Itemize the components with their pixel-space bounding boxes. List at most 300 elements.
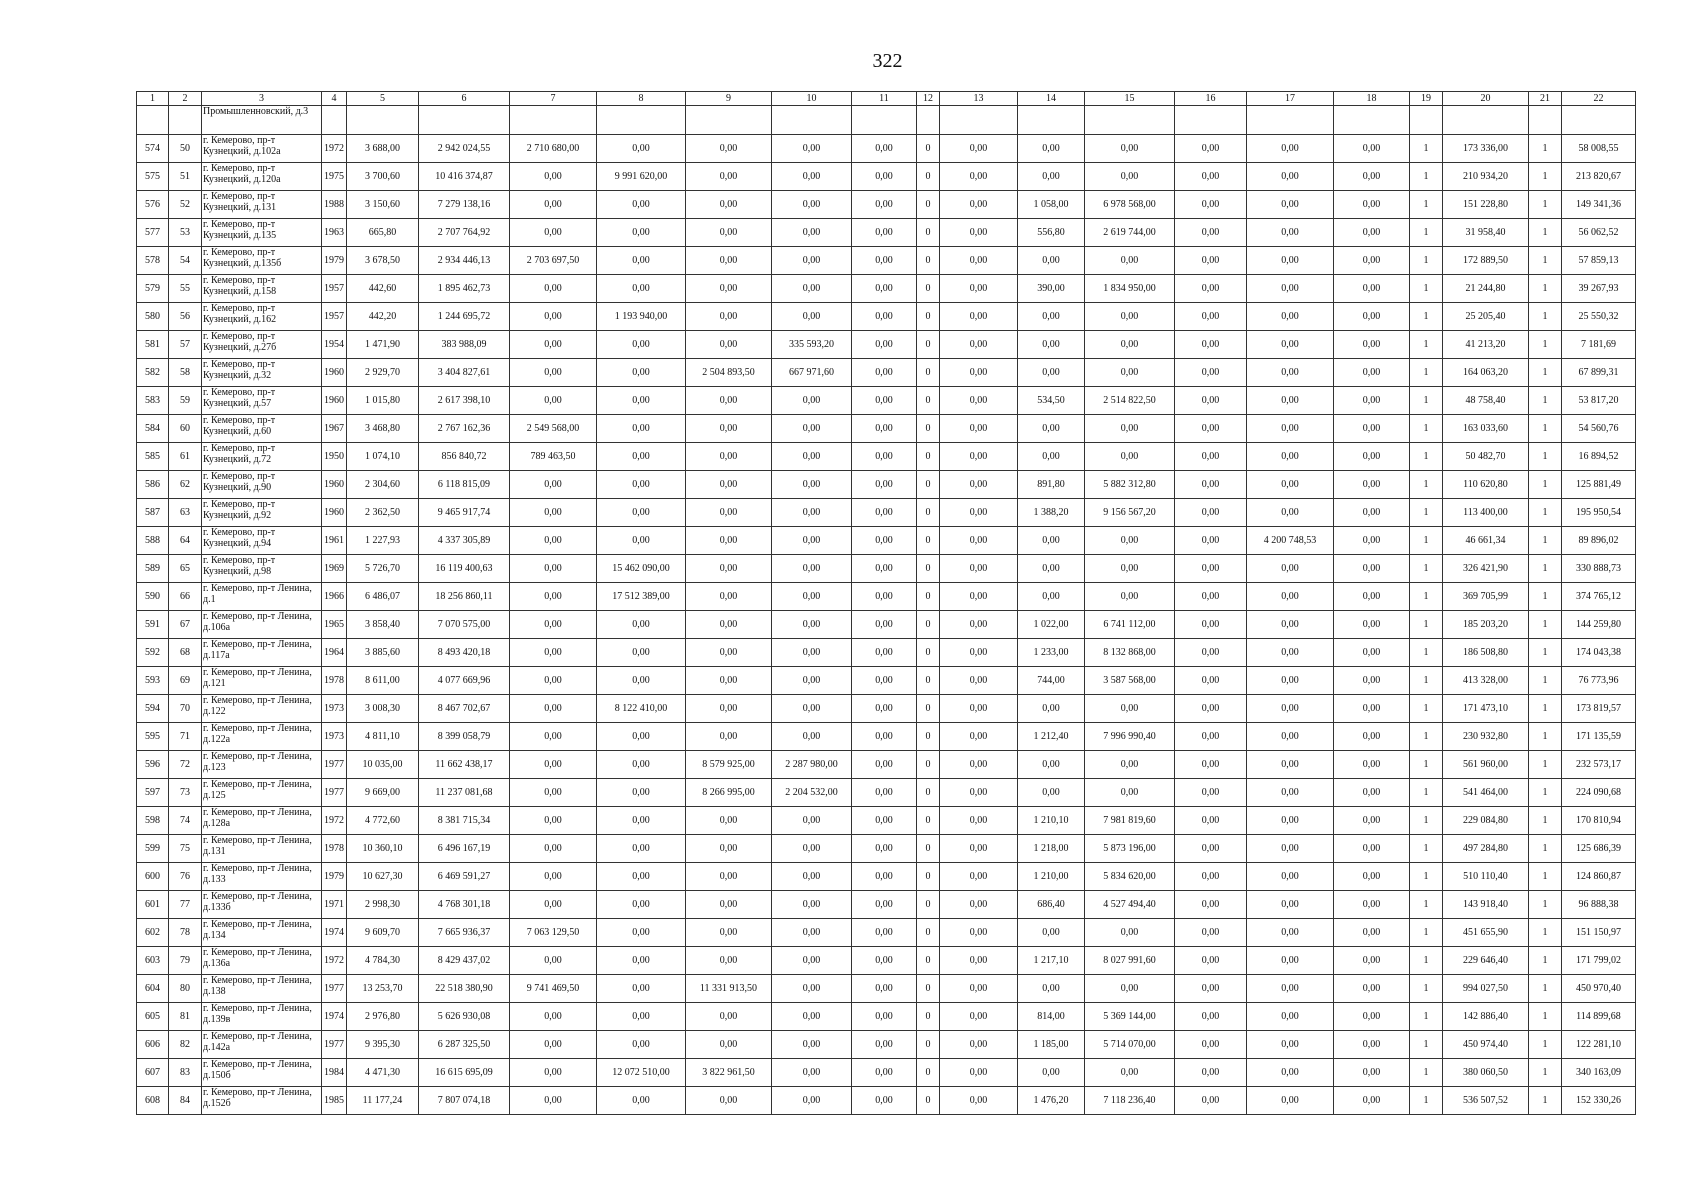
table-cell: 0,00 bbox=[1175, 303, 1247, 331]
table-cell: 0,00 bbox=[772, 275, 852, 303]
table-cell: 594 bbox=[137, 695, 169, 723]
table-cell: 0,00 bbox=[940, 891, 1018, 919]
table-cell: 7 981 819,60 bbox=[1085, 807, 1175, 835]
table-cell: 1 bbox=[1529, 443, 1562, 471]
table-cell: 541 464,00 bbox=[1443, 779, 1529, 807]
table-cell: 0,00 bbox=[772, 835, 852, 863]
table-cell: 0,00 bbox=[1175, 891, 1247, 919]
address-cell: г. Кемерово, пр-т Ленина, д.131 bbox=[202, 835, 322, 863]
table-cell: 0,00 bbox=[686, 667, 772, 695]
table-cell: 0 bbox=[917, 359, 940, 387]
address-cell: г. Кемерово, пр-т Ленина, д.138 bbox=[202, 975, 322, 1003]
table-cell: 224 090,68 bbox=[1562, 779, 1636, 807]
table-row bbox=[137, 975, 1636, 1003]
table-cell: 0,00 bbox=[852, 303, 917, 331]
table-cell: 0,00 bbox=[510, 191, 597, 219]
table-cell: 7 070 575,00 bbox=[419, 611, 510, 639]
table-cell: 744,00 bbox=[1018, 667, 1085, 695]
table-cell: 2 767 162,36 bbox=[419, 415, 510, 443]
table-cell: 124 860,87 bbox=[1562, 863, 1636, 891]
column-header: 10 bbox=[772, 92, 852, 106]
table-cell: 0,00 bbox=[1175, 667, 1247, 695]
table-cell: 0,00 bbox=[686, 163, 772, 191]
table-cell: 80 bbox=[169, 975, 202, 1003]
table-cell: 0,00 bbox=[1247, 191, 1334, 219]
table-cell: 0 bbox=[917, 387, 940, 415]
table-cell: 1 bbox=[1410, 975, 1443, 1003]
table-cell: 0 bbox=[917, 1059, 940, 1087]
table-cell bbox=[1529, 106, 1562, 135]
table-cell: 7 181,69 bbox=[1562, 331, 1636, 359]
table-cell: 163 033,60 bbox=[1443, 415, 1529, 443]
table-cell: 0,00 bbox=[1334, 499, 1410, 527]
table-cell: 229 646,40 bbox=[1443, 947, 1529, 975]
table-cell: 1 bbox=[1410, 1087, 1443, 1115]
table-cell: 54 bbox=[169, 247, 202, 275]
table-cell: 0,00 bbox=[1085, 527, 1175, 555]
table-cell: 0,00 bbox=[686, 835, 772, 863]
table-cell: 0 bbox=[917, 555, 940, 583]
table-cell: 0,00 bbox=[1018, 751, 1085, 779]
table-cell: 70 bbox=[169, 695, 202, 723]
table-cell: 0,00 bbox=[597, 1031, 686, 1059]
table-cell: 78 bbox=[169, 919, 202, 947]
table-cell: 0,00 bbox=[1175, 135, 1247, 163]
table-cell: 0,00 bbox=[1334, 1087, 1410, 1115]
table-cell: 0,00 bbox=[940, 807, 1018, 835]
table-cell: 0,00 bbox=[1334, 163, 1410, 191]
table-cell: 0,00 bbox=[940, 639, 1018, 667]
table-cell: 55 bbox=[169, 275, 202, 303]
table-cell: 3 858,40 bbox=[347, 611, 419, 639]
table-cell: 0 bbox=[917, 247, 940, 275]
table-cell: 0,00 bbox=[772, 947, 852, 975]
table-cell: 4 768 301,18 bbox=[419, 891, 510, 919]
table-cell: 0,00 bbox=[1018, 303, 1085, 331]
table-cell: 0,00 bbox=[940, 1003, 1018, 1031]
table-cell bbox=[1443, 106, 1529, 135]
table-cell: 0,00 bbox=[1175, 359, 1247, 387]
table-cell: 77 bbox=[169, 891, 202, 919]
table-cell: 0,00 bbox=[1334, 443, 1410, 471]
column-header: 20 bbox=[1443, 92, 1529, 106]
table-cell: 1 bbox=[1410, 275, 1443, 303]
column-header: 5 bbox=[347, 92, 419, 106]
table-cell: 75 bbox=[169, 835, 202, 863]
table-cell: 0,00 bbox=[852, 835, 917, 863]
table-cell: 0 bbox=[917, 499, 940, 527]
table-cell: 0,00 bbox=[510, 695, 597, 723]
table-row bbox=[137, 163, 1636, 191]
table-cell: 0,00 bbox=[686, 331, 772, 359]
table-cell: 56 bbox=[169, 303, 202, 331]
table-row bbox=[137, 639, 1636, 667]
table-cell: 2 619 744,00 bbox=[1085, 219, 1175, 247]
table-cell: 1 bbox=[1410, 331, 1443, 359]
table-cell: 0,00 bbox=[772, 1087, 852, 1115]
table-cell: 7 118 236,40 bbox=[1085, 1087, 1175, 1115]
table-cell: 0,00 bbox=[772, 723, 852, 751]
table-cell: 4 200 748,53 bbox=[1247, 527, 1334, 555]
table-row bbox=[137, 835, 1636, 863]
table-cell: 143 918,40 bbox=[1443, 891, 1529, 919]
table-cell: 0,00 bbox=[597, 275, 686, 303]
table-row bbox=[137, 527, 1636, 555]
table-cell: 574 bbox=[137, 135, 169, 163]
table-cell: 3 468,80 bbox=[347, 415, 419, 443]
table-cell: 0,00 bbox=[1175, 975, 1247, 1003]
table-cell: 1964 bbox=[322, 639, 347, 667]
table-cell: 0,00 bbox=[686, 499, 772, 527]
address-cell: г. Кемерово, пр-т Ленина, д.133б bbox=[202, 891, 322, 919]
table-cell: 2 204 532,00 bbox=[772, 779, 852, 807]
table-cell: 1 bbox=[1529, 1087, 1562, 1115]
table-cell: 1988 bbox=[322, 191, 347, 219]
table-cell: 8 579 925,00 bbox=[686, 751, 772, 779]
table-cell: 53 817,20 bbox=[1562, 387, 1636, 415]
table-cell: 0,00 bbox=[1085, 331, 1175, 359]
table-cell: 9 465 917,74 bbox=[419, 499, 510, 527]
table-cell: 451 655,90 bbox=[1443, 919, 1529, 947]
table-cell: 0,00 bbox=[940, 247, 1018, 275]
table-cell: 0,00 bbox=[510, 807, 597, 835]
table-cell: 1 476,20 bbox=[1018, 1087, 1085, 1115]
address-cell: г. Кемерово, пр-т Кузнецкий, д.158 bbox=[202, 275, 322, 303]
table-cell: 1 bbox=[1410, 443, 1443, 471]
table-cell: 0,00 bbox=[597, 947, 686, 975]
column-header: 18 bbox=[1334, 92, 1410, 106]
table-cell: 0,00 bbox=[1334, 947, 1410, 975]
table-row bbox=[137, 583, 1636, 611]
table-cell: 10 035,00 bbox=[347, 751, 419, 779]
continuation-row bbox=[137, 106, 1636, 135]
table-cell: 8 467 702,67 bbox=[419, 695, 510, 723]
table-cell: 4 337 305,89 bbox=[419, 527, 510, 555]
table-cell: 0,00 bbox=[597, 611, 686, 639]
table-cell: 0,00 bbox=[1175, 555, 1247, 583]
table-cell: 1 bbox=[1529, 835, 1562, 863]
table-cell: 52 bbox=[169, 191, 202, 219]
table-cell: 0,00 bbox=[1247, 891, 1334, 919]
table-cell: 8 132 868,00 bbox=[1085, 639, 1175, 667]
table-cell: 0,00 bbox=[940, 723, 1018, 751]
table-cell: 0,00 bbox=[852, 863, 917, 891]
table-cell: 0,00 bbox=[772, 667, 852, 695]
table-cell: 0,00 bbox=[1247, 975, 1334, 1003]
table-cell: 81 bbox=[169, 1003, 202, 1031]
table-cell: 74 bbox=[169, 807, 202, 835]
table-cell: 0,00 bbox=[852, 583, 917, 611]
table-cell: 0,00 bbox=[852, 1087, 917, 1115]
table-cell: 0,00 bbox=[1334, 303, 1410, 331]
table-cell: 6 496 167,19 bbox=[419, 835, 510, 863]
table-cell: 556,80 bbox=[1018, 219, 1085, 247]
table-cell bbox=[1410, 106, 1443, 135]
column-header: 17 bbox=[1247, 92, 1334, 106]
table-cell: 0,00 bbox=[1085, 443, 1175, 471]
table-cell: 1960 bbox=[322, 499, 347, 527]
table-cell: 174 043,38 bbox=[1562, 639, 1636, 667]
table-cell: 0,00 bbox=[772, 471, 852, 499]
table-cell: 1966 bbox=[322, 583, 347, 611]
table-cell: 1 bbox=[1410, 247, 1443, 275]
table-cell: 0,00 bbox=[510, 387, 597, 415]
table-row bbox=[137, 695, 1636, 723]
table-cell: 0,00 bbox=[510, 555, 597, 583]
table-cell: 0,00 bbox=[686, 1031, 772, 1059]
address-cell: г. Кемерово, пр-т Ленина, д.142а bbox=[202, 1031, 322, 1059]
address-cell: г. Кемерово, пр-т Кузнецкий, д.57 bbox=[202, 387, 322, 415]
table-cell: 589 bbox=[137, 555, 169, 583]
table-cell: 6 469 591,27 bbox=[419, 863, 510, 891]
table-cell: 0,00 bbox=[852, 499, 917, 527]
table-cell: 68 bbox=[169, 639, 202, 667]
table-cell: 1 bbox=[1529, 751, 1562, 779]
table-cell: 0,00 bbox=[1175, 639, 1247, 667]
table-cell: 0,00 bbox=[852, 359, 917, 387]
table-cell: 1963 bbox=[322, 219, 347, 247]
table-cell: 0,00 bbox=[1018, 415, 1085, 443]
table-cell: 0,00 bbox=[940, 751, 1018, 779]
table-cell: 1 bbox=[1529, 163, 1562, 191]
table-cell: 0,00 bbox=[1085, 415, 1175, 443]
table-cell bbox=[1562, 106, 1636, 135]
table-cell: 600 bbox=[137, 863, 169, 891]
table-cell: 0,00 bbox=[510, 499, 597, 527]
table-cell: 0,00 bbox=[1018, 247, 1085, 275]
table-cell: 125 686,39 bbox=[1562, 835, 1636, 863]
table-cell: 0 bbox=[917, 751, 940, 779]
table-cell: 582 bbox=[137, 359, 169, 387]
table-cell: 171 799,02 bbox=[1562, 947, 1636, 975]
table-cell: 0,00 bbox=[1085, 555, 1175, 583]
address-cell: г. Кемерово, пр-т Кузнецкий, д.60 bbox=[202, 415, 322, 443]
table-cell: 0,00 bbox=[597, 499, 686, 527]
table-cell bbox=[347, 106, 419, 135]
page-number: 322 bbox=[872, 50, 903, 72]
table-cell: 536 507,52 bbox=[1443, 1087, 1529, 1115]
address-cell: г. Кемерово, пр-т Ленина, д.134 bbox=[202, 919, 322, 947]
table-cell: 1972 bbox=[322, 135, 347, 163]
address-cell: г. Кемерово, пр-т Ленина, д.122 bbox=[202, 695, 322, 723]
table-cell: 0 bbox=[917, 779, 940, 807]
column-header: 4 bbox=[322, 92, 347, 106]
table-cell: 584 bbox=[137, 415, 169, 443]
table-row bbox=[137, 387, 1636, 415]
address-cell: г. Кемерово, пр-т Кузнецкий, д.90 bbox=[202, 471, 322, 499]
table-cell: 1 bbox=[1529, 975, 1562, 1003]
table-cell: 0,00 bbox=[1334, 891, 1410, 919]
table-row bbox=[137, 751, 1636, 779]
table-cell: 5 626 930,08 bbox=[419, 1003, 510, 1031]
table-cell: 0 bbox=[917, 611, 940, 639]
table-cell: 0,00 bbox=[852, 275, 917, 303]
table-cell: 1 074,10 bbox=[347, 443, 419, 471]
column-header: 11 bbox=[852, 92, 917, 106]
table-cell: 1 bbox=[1410, 303, 1443, 331]
table-cell: 0,00 bbox=[1247, 275, 1334, 303]
table-cell: 67 899,31 bbox=[1562, 359, 1636, 387]
table-cell: 7 279 138,16 bbox=[419, 191, 510, 219]
table-cell: 25 550,32 bbox=[1562, 303, 1636, 331]
table-cell: 0,00 bbox=[1247, 1003, 1334, 1031]
table-cell: 0,00 bbox=[510, 583, 597, 611]
table-cell: 0,00 bbox=[1018, 583, 1085, 611]
table-cell: 0,00 bbox=[852, 415, 917, 443]
address-cell: г. Кемерово, пр-т Ленина, д.121 bbox=[202, 667, 322, 695]
table-cell: 0,00 bbox=[1334, 1031, 1410, 1059]
table-cell: 0,00 bbox=[1085, 583, 1175, 611]
table-cell: 164 063,20 bbox=[1443, 359, 1529, 387]
table-cell: 1 bbox=[1529, 331, 1562, 359]
table-cell: 0,00 bbox=[597, 135, 686, 163]
table-cell: 232 573,17 bbox=[1562, 751, 1636, 779]
table-cell: 9 395,30 bbox=[347, 1031, 419, 1059]
table-cell bbox=[1247, 106, 1334, 135]
table-cell: 6 486,07 bbox=[347, 583, 419, 611]
table-cell: 603 bbox=[137, 947, 169, 975]
table-cell: 607 bbox=[137, 1059, 169, 1087]
table-cell: 1971 bbox=[322, 891, 347, 919]
table-cell: 0 bbox=[917, 303, 940, 331]
table-cell: 0,00 bbox=[686, 695, 772, 723]
table-cell: 1 193 940,00 bbox=[597, 303, 686, 331]
table-cell: 0,00 bbox=[772, 1031, 852, 1059]
table-cell: 1 bbox=[1529, 527, 1562, 555]
table-cell: 0,00 bbox=[510, 891, 597, 919]
table-cell: 0,00 bbox=[772, 583, 852, 611]
table-cell: 151 150,97 bbox=[1562, 919, 1636, 947]
table-cell: 0 bbox=[917, 191, 940, 219]
table-cell: 0,00 bbox=[1247, 163, 1334, 191]
address-cell: г. Кемерово, пр-т Ленина, д.106а bbox=[202, 611, 322, 639]
table-cell: 3 822 961,50 bbox=[686, 1059, 772, 1087]
table-cell: 605 bbox=[137, 1003, 169, 1031]
table-cell: 374 765,12 bbox=[1562, 583, 1636, 611]
table-cell: 1 015,80 bbox=[347, 387, 419, 415]
table-row bbox=[137, 947, 1636, 975]
table-cell: 3 700,60 bbox=[347, 163, 419, 191]
table-cell: 450 970,40 bbox=[1562, 975, 1636, 1003]
table-cell: 0 bbox=[917, 331, 940, 359]
table-cell: 0,00 bbox=[1334, 331, 1410, 359]
table-cell: 598 bbox=[137, 807, 169, 835]
table-cell: 0,00 bbox=[1334, 135, 1410, 163]
table-cell: 0,00 bbox=[1175, 387, 1247, 415]
table-cell: 590 bbox=[137, 583, 169, 611]
table-cell: 601 bbox=[137, 891, 169, 919]
table-cell: 450 974,40 bbox=[1443, 1031, 1529, 1059]
table-cell: 380 060,50 bbox=[1443, 1059, 1529, 1087]
table-cell: 16 894,52 bbox=[1562, 443, 1636, 471]
table-cell: 67 bbox=[169, 611, 202, 639]
table-cell: 0,00 bbox=[1247, 359, 1334, 387]
table-cell: 1 bbox=[1529, 1059, 1562, 1087]
table-cell: 0,00 bbox=[1175, 583, 1247, 611]
table-cell: 0 bbox=[917, 135, 940, 163]
table-cell: 0,00 bbox=[940, 863, 1018, 891]
table-cell: 1 bbox=[1410, 863, 1443, 891]
table-cell: 597 bbox=[137, 779, 169, 807]
table-cell: 0,00 bbox=[686, 471, 772, 499]
table-cell: 82 bbox=[169, 1031, 202, 1059]
table-cell: 606 bbox=[137, 1031, 169, 1059]
table-cell: 1 895 462,73 bbox=[419, 275, 510, 303]
column-header: 1 bbox=[137, 92, 169, 106]
table-cell: 1 bbox=[1410, 527, 1443, 555]
table-cell: 9 741 469,50 bbox=[510, 975, 597, 1003]
table-cell: 1 bbox=[1529, 471, 1562, 499]
table-cell: 0,00 bbox=[686, 947, 772, 975]
table-cell: 0,00 bbox=[940, 135, 1018, 163]
table-cell: 3 688,00 bbox=[347, 135, 419, 163]
table-cell: 84 bbox=[169, 1087, 202, 1115]
table-cell: 0,00 bbox=[1085, 163, 1175, 191]
table-cell: 0,00 bbox=[510, 1087, 597, 1115]
table-cell: 3 587 568,00 bbox=[1085, 667, 1175, 695]
table-cell: 596 bbox=[137, 751, 169, 779]
table-cell: 7 996 990,40 bbox=[1085, 723, 1175, 751]
table-cell: 1 bbox=[1410, 191, 1443, 219]
address-cell: г. Кемерово, пр-т Кузнецкий, д.92 bbox=[202, 499, 322, 527]
table-cell: 1978 bbox=[322, 835, 347, 863]
table-cell: 0,00 bbox=[940, 695, 1018, 723]
table-cell: 0 bbox=[917, 947, 940, 975]
table-cell: 1 bbox=[1410, 583, 1443, 611]
table-cell: 891,80 bbox=[1018, 471, 1085, 499]
table-cell: 0,00 bbox=[510, 1003, 597, 1031]
table-cell: 0 bbox=[917, 639, 940, 667]
table-cell: 1961 bbox=[322, 527, 347, 555]
table-cell: 57 bbox=[169, 331, 202, 359]
table-cell: 0,00 bbox=[1018, 1059, 1085, 1087]
table-cell: 0,00 bbox=[1247, 499, 1334, 527]
address-cell: г. Кемерово, пр-т Кузнецкий, д.27б bbox=[202, 331, 322, 359]
table-cell: 0,00 bbox=[1085, 779, 1175, 807]
table-cell: 1 bbox=[1410, 1003, 1443, 1031]
table-cell: 587 bbox=[137, 499, 169, 527]
table-cell: 151 228,80 bbox=[1443, 191, 1529, 219]
table-cell bbox=[597, 106, 686, 135]
table-cell: 330 888,73 bbox=[1562, 555, 1636, 583]
table-cell: 1 bbox=[1529, 639, 1562, 667]
table-cell: 2 998,30 bbox=[347, 891, 419, 919]
table-cell: 534,50 bbox=[1018, 387, 1085, 415]
table-cell: 17 512 389,00 bbox=[597, 583, 686, 611]
table-cell: 1 bbox=[1410, 723, 1443, 751]
table-cell: 1 bbox=[1410, 779, 1443, 807]
table-cell: 0,00 bbox=[772, 387, 852, 415]
table-cell: 0,00 bbox=[772, 555, 852, 583]
table-cell: 13 253,70 bbox=[347, 975, 419, 1003]
table-cell: 0,00 bbox=[1247, 751, 1334, 779]
table-row bbox=[137, 191, 1636, 219]
column-header: 7 bbox=[510, 92, 597, 106]
address-cell: г. Кемерово, пр-т Кузнецкий, д.131 bbox=[202, 191, 322, 219]
table-cell: 1984 bbox=[322, 1059, 347, 1087]
table-cell: 0,00 bbox=[686, 583, 772, 611]
address-cell: Промышленновский, д.3 bbox=[202, 106, 322, 135]
table-cell: 1967 bbox=[322, 415, 347, 443]
table-cell: 0,00 bbox=[510, 471, 597, 499]
table-cell: 7 807 074,18 bbox=[419, 1087, 510, 1115]
table-cell: 591 bbox=[137, 611, 169, 639]
table-cell: 1 bbox=[1529, 359, 1562, 387]
table-cell: 0,00 bbox=[1175, 919, 1247, 947]
table-cell: 171 135,59 bbox=[1562, 723, 1636, 751]
table-cell: 10 360,10 bbox=[347, 835, 419, 863]
table-cell: 1 bbox=[1410, 639, 1443, 667]
